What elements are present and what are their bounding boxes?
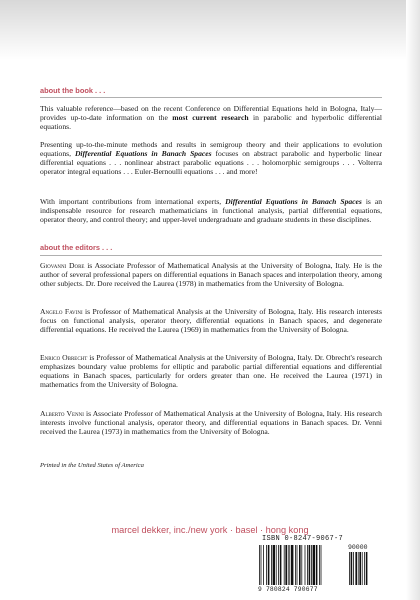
- isbn-label: ISBN 0-8247-9067-7: [262, 535, 344, 543]
- about-book-paragraph-1: This valuable reference—based on the recent Conference on Differential Equations held in Bologna, Italy—provides up-to-date information on the most current research in parabolic and hyperbolic differential equations.: [40, 104, 382, 132]
- page-right-shadow: [406, 0, 420, 600]
- editor-name: Giovanni Dore: [40, 261, 85, 270]
- about-editors-heading: about the editors . . .: [40, 243, 113, 252]
- printed-note: Printed in the United States of America: [40, 462, 144, 469]
- barcode-digits: 9 780824 790677: [258, 586, 318, 593]
- editor-bio-favini: Angelo Favini is Professor of Mathematical Analysis at the University of Bologna, Italy. His research interests focus on functional analysis, operator theory, differential equations in Banach spaces, and degenerate differential equations. He received the Laurea (1969) in mathematics from the University of Bologna.: [40, 307, 382, 335]
- page-top-shadow: [0, 0, 420, 60]
- about-book-heading: about the book . . .: [40, 86, 106, 95]
- barcode-bars: [258, 545, 342, 585]
- about-book-paragraph-2: Presenting up-to-the-minute methods and results in semigroup theory and their applications to evolution equations, Differential Equations in Banach Spaces focuses on abstract parabolic and hyperbolic linear differential equations . . . nonlinear abstract parabolic equations . . . holomorphic semigroups . . . Volterra operator integral equations . . . Euler-Bernoulli equations . . . and more!: [40, 140, 383, 177]
- editor-bio-obrecht: Enrico Obrecht is Professor of Mathematical Analysis at the University of Bologna, Italy. Dr. Obrecht's research emphasizes boundary value problems for elliptic and parabolic partial differential equations and differential equations in Banach spaces, particularly for orders greater than one. He received the Laurea (1971) in mathematics from the University of Bologna.: [40, 353, 382, 390]
- editor-bio-venni: Alberto Venni is Associate Professor of Mathematical Analysis at the University of Bologna, Italy. His research interests involve functional analysis, operator theory, and differential equations in Banach spaces. Dr. Venni received the Laurea (1973) in mathematics from the University of Bologna.: [40, 409, 382, 437]
- about-book-paragraph-3: With important contributions from international experts, Differential Equations in Banach Spaces is an indispensable resource for research mathematicians in functional analysis, partial differential equations, operator theory, and control theory; and upper-level undergraduate and graduate students in these disciplines.: [40, 197, 382, 225]
- publisher-line: marcel dekker, inc./new york · basel · hong kong: [111, 525, 309, 535]
- barcode-addon-digits: 90000: [348, 544, 368, 551]
- editor-name: Angelo Favini: [40, 307, 83, 316]
- editor-name: Enrico Obrecht: [40, 353, 88, 362]
- editor-name: Alberto Venni: [40, 409, 84, 418]
- barcode-addon-bars: [348, 552, 378, 585]
- about-editors-rule: [40, 255, 382, 256]
- editor-bio-dore: Giovanni Dore is Associate Professor of Mathematical Analysis at the University of Bologna, Italy. He is the author of several professional papers on differential equations in Banach spaces and interpolation theory, among other subjects. Dr. Dore received the Laurea (1978) in mathematics from the University of Bologna.: [40, 261, 382, 289]
- about-book-rule: [40, 97, 382, 98]
